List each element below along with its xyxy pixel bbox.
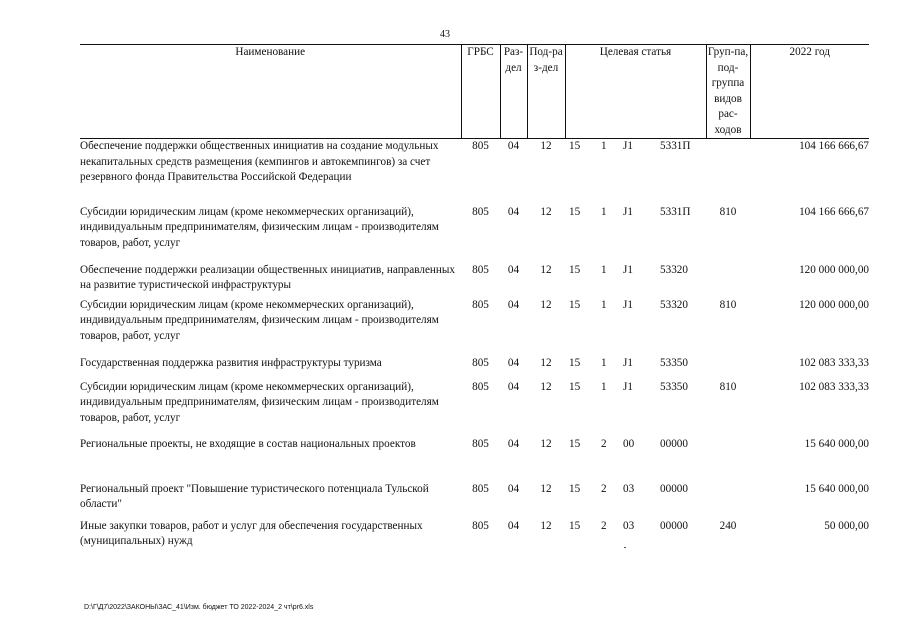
table-row: [80, 519, 869, 550]
target-program: 15: [569, 380, 581, 393]
row-podrazdel: 12: [540, 140, 552, 152]
header-grbs: ГРБС: [461, 45, 500, 139]
row-grbs: 805: [472, 380, 489, 393]
target-code: 53350: [660, 356, 688, 369]
target-subprogram: 1: [601, 356, 607, 369]
row-grbs: 805: [472, 356, 489, 369]
header-group: Груп-па, под-группа видов рас-ходов: [706, 45, 750, 139]
row-grbs: 805: [472, 437, 489, 450]
row-expense-group: [706, 356, 750, 380]
row-razdel: 04: [507, 437, 520, 450]
target-subprogram: 1: [601, 263, 607, 276]
target-code: 53350: [660, 380, 688, 393]
target-program: 15: [569, 263, 581, 276]
table-row: [80, 482, 869, 519]
target-program: 15: [569, 140, 581, 152]
row-target-article: [565, 263, 706, 298]
row-name: Иные закупки товаров, работ и услуг для обеспечения государственных (муниципальных) нужд: [80, 519, 423, 547]
row-expense-group: 810: [719, 205, 737, 218]
row-target-article: [565, 519, 706, 550]
row-razdel: 04: [507, 519, 520, 532]
table-row: [80, 139, 869, 205]
row-amount-2022: 50 000,00: [824, 519, 869, 532]
row-podrazdel: 12: [540, 482, 552, 495]
row-name: Региональные проекты, не входящие в состав национальных проектов: [80, 437, 416, 450]
target-code: 53320: [660, 298, 688, 311]
row-amount-2022: 15 640 000,00: [804, 482, 869, 495]
table-row: [80, 205, 869, 263]
target-code: 00000: [660, 437, 688, 450]
target-subprogram: 1: [601, 380, 607, 393]
target-program: 15: [569, 356, 581, 369]
target-direction: J1: [623, 380, 633, 393]
target-subprogram: 2: [601, 519, 607, 532]
target-direction: J1: [623, 263, 633, 276]
target-program: 15: [569, 519, 581, 532]
row-grbs: 805: [472, 263, 489, 276]
row-expense-group: 240: [719, 519, 737, 532]
target-code: 53320: [660, 263, 688, 276]
scan-speck: [624, 547, 626, 548]
row-name: Субсидии юридическим лицам (кроме некоммерческих организаций), индивидуальным предпринимателям, физическим лицам - производителям товаров, работ, услуг: [80, 298, 439, 342]
row-amount-2022: 120 000 000,00: [799, 263, 869, 276]
target-code: 5331П: [660, 205, 691, 218]
file-path-footer: D:\Г\Д7\2022\ЗАКОНЫ\ЗАС_41\Изм. бюджет ТО 2022-2024_2 чт\pr6.xls: [84, 604, 314, 611]
row-target-article: [565, 380, 706, 437]
target-direction: J1: [623, 205, 633, 218]
row-podrazdel: 12: [540, 519, 552, 532]
row-grbs: 805: [472, 482, 489, 495]
header-podrazdel: Под-раз-дел: [527, 45, 565, 139]
row-expense-group: [706, 263, 750, 298]
row-amount-2022: 120 000 000,00: [799, 298, 869, 311]
target-program: 15: [569, 482, 581, 495]
row-amount-2022: 104 166 666,67: [799, 140, 869, 152]
page-number: 43: [440, 29, 450, 40]
table-row: [80, 263, 869, 298]
target-program: 15: [569, 205, 581, 218]
row-razdel: 04: [507, 298, 520, 311]
target-direction: J1: [623, 140, 633, 152]
target-direction: J1: [623, 356, 633, 369]
target-subprogram: 1: [601, 140, 607, 152]
row-amount-2022: 102 083 333,33: [799, 356, 869, 369]
target-subprogram: 2: [601, 437, 607, 450]
row-podrazdel: 12: [540, 380, 552, 393]
target-program: 15: [569, 437, 581, 450]
target-subprogram: 1: [601, 298, 607, 311]
header-name: Наименование: [80, 45, 461, 139]
target-program: 15: [569, 298, 581, 311]
target-subprogram: 2: [601, 482, 607, 495]
header-target: Целевая статья: [565, 45, 706, 139]
row-amount-2022: 102 083 333,33: [799, 380, 869, 393]
row-expense-group: 810: [719, 380, 737, 393]
target-subprogram: 1: [601, 205, 607, 218]
row-amount-2022: 104 166 666,67: [799, 205, 869, 218]
row-name: Обеспечение поддержки реализации общественных инициатив, направленных на развитие туристической инфраструктуры: [80, 263, 456, 291]
row-expense-group: 810: [719, 298, 737, 311]
row-target-article: [565, 205, 706, 263]
row-podrazdel: 12: [540, 437, 552, 450]
target-code: 00000: [660, 482, 688, 495]
row-target-article: [565, 356, 706, 380]
header-year: 2022 год: [750, 45, 869, 139]
table-row: [80, 298, 869, 356]
row-podrazdel: 12: [540, 356, 552, 369]
table-row: [80, 356, 869, 380]
table-body: [80, 139, 869, 550]
row-name: Региональный проект "Повышение туристического потенциала Тульской области": [80, 482, 429, 510]
row-grbs: 805: [472, 519, 489, 532]
header-razdel: Раз-дел: [500, 45, 527, 139]
row-expense-group: [706, 437, 750, 482]
table-row: [80, 380, 869, 437]
row-target-article: [565, 139, 706, 205]
row-grbs: 805: [472, 298, 489, 311]
row-amount-2022: 15 640 000,00: [804, 437, 869, 450]
row-expense-group: [706, 482, 750, 519]
row-podrazdel: 12: [540, 263, 552, 276]
row-name: Государственная поддержка развития инфраструктуры туризма: [80, 356, 382, 369]
target-code: 5331П: [660, 140, 691, 152]
budget-table: [80, 44, 869, 550]
table-header-row: [80, 45, 869, 139]
row-target-article: [565, 298, 706, 356]
row-razdel: 04: [507, 380, 520, 393]
row-grbs: 805: [472, 140, 489, 152]
row-name: Обеспечение поддержки общественных инициатив на создание модульных некапитальных средств размещения (кемпингов и автокемпингов) за счет резервного фонда Правительства Российской Федерации: [80, 140, 439, 183]
row-razdel: 04: [507, 205, 520, 218]
target-code: 00000: [660, 519, 688, 532]
target-direction: 03: [623, 482, 635, 495]
target-direction: J1: [623, 298, 633, 311]
row-razdel: 04: [507, 356, 520, 369]
target-direction: 03: [623, 519, 635, 532]
target-direction: 00: [623, 437, 635, 450]
row-razdel: 04: [507, 263, 520, 276]
row-grbs: 805: [472, 205, 489, 218]
row-razdel: 04: [507, 140, 520, 152]
row-razdel: 04: [507, 482, 520, 495]
row-podrazdel: 12: [540, 298, 552, 311]
row-target-article: [565, 437, 706, 482]
row-name: Субсидии юридическим лицам (кроме некоммерческих организаций), индивидуальным предпринимателям, физическим лицам - производителям товаров, работ, услуг: [80, 205, 439, 249]
row-target-article: [565, 482, 706, 519]
row-expense-group: [706, 139, 750, 205]
table-row: [80, 437, 869, 482]
row-podrazdel: 12: [540, 205, 552, 218]
row-name: Субсидии юридическим лицам (кроме некоммерческих организаций), индивидуальным предпринимателям, физическим лицам - производителям товаров, работ, услуг: [80, 380, 439, 424]
